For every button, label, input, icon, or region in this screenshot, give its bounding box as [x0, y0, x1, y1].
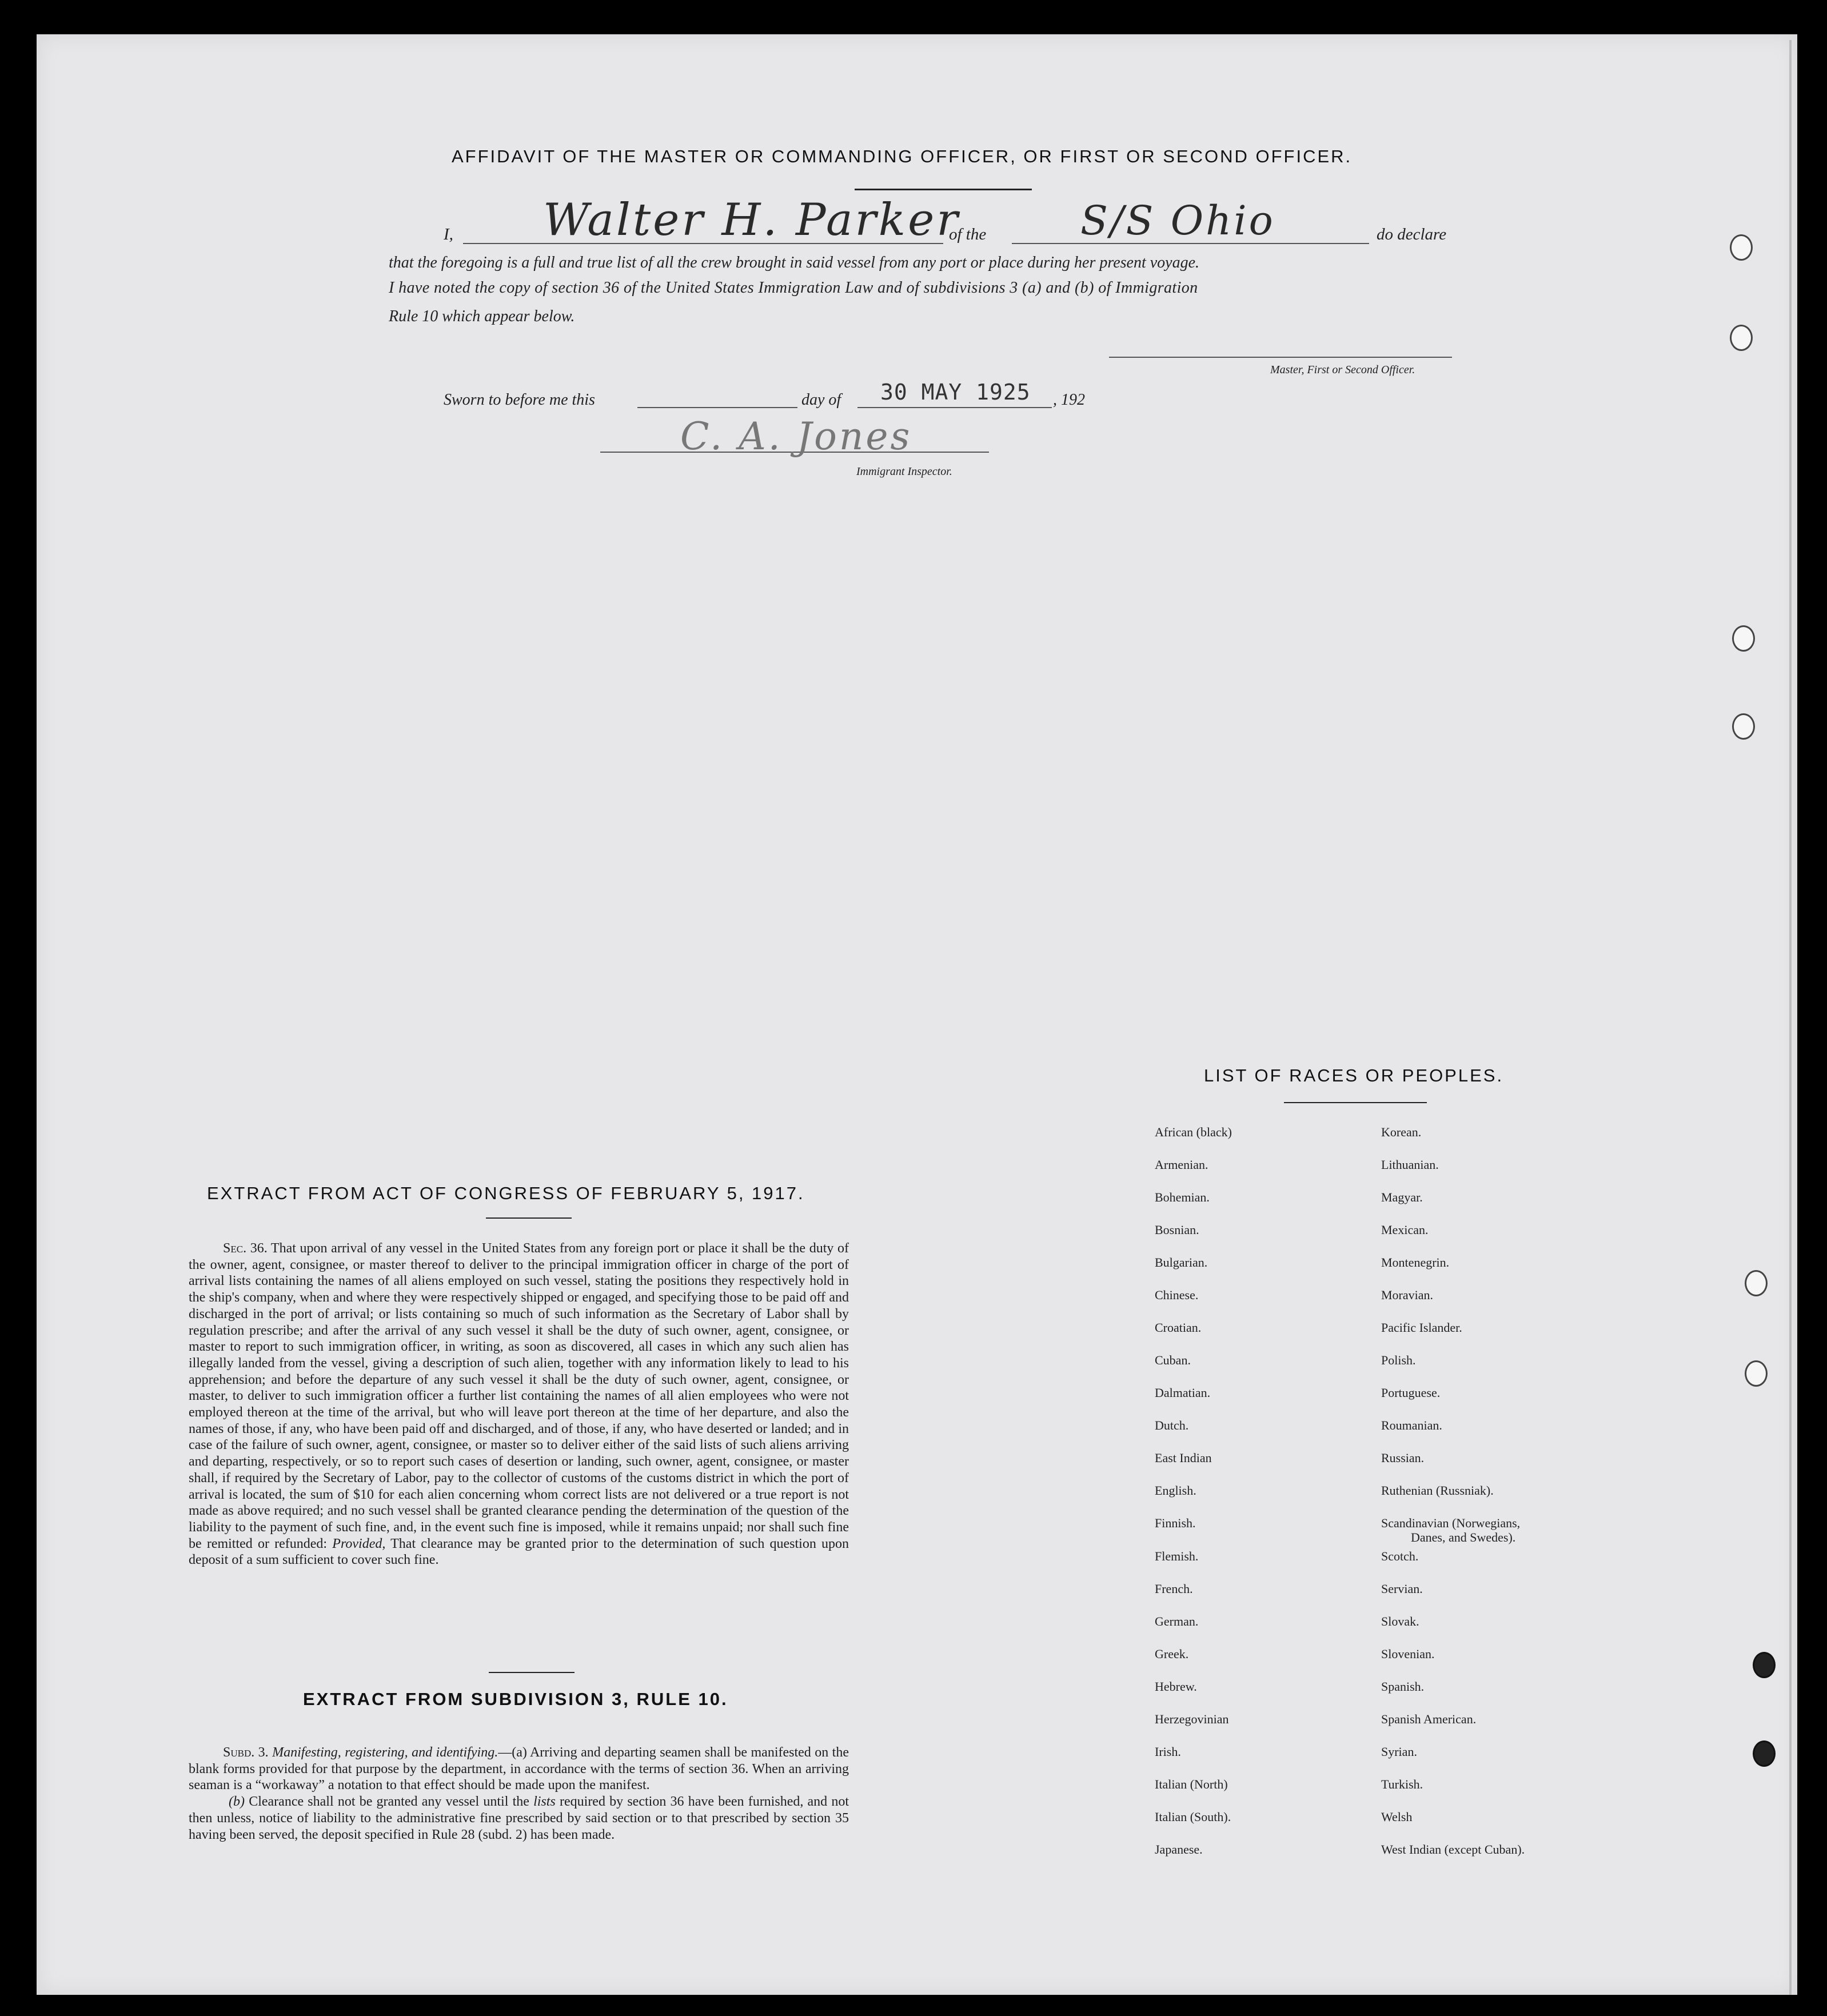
month-blank-line [857, 407, 1052, 408]
sec-36-body: That upon arrival of any vessel in the United States from any foreign port or place it shall be the duty of the owner, agent, consignee, or master thereof to deliver to the principal immigration officer in charge of the port of arrival lists containing the names of all aliens employed on such vessel, stating the positions they respectively hold in the ship's company, when and where they were respectively shipped or engaged, and specifying those to be paid off and discharged in the port of arrival; or lists containing so much of such information as the Secretary of Labor shall by regulation prescribe; and after the arrival of any such vessel it shall be the duty of such owner, agent, consignee, or master to report to such immigration officer, in writing, as soon as discovered, all cases in which any such alien has illegally landed from the vessel, giving a description of such alien, together with any information likely to lead to his apprehension; and before the departure of any such vessel it shall be the duty of such owner, agent, consignee, or master, to deliver to such immigration officer a further list containing the names of all alien employees who were not employed thereon at the time of the arrival, but who will leave port thereon at the time of her departure, and also the names of those, if any, who have been paid off and discharged, and of those, if any, who have deserted or landed; and in case of the failure of such owner, agent, consignee, or master so to deliver either of the said lists of such aliens arriving and departing, respectively, or so to report such cases of desertion or landing, such owner, agent, consignee, or master shall, if required by the Secretary of Labor, pay to the collector of customs of the customs district in which the port of arrival is located, the sum of $10 for each alien concerning whom correct lists are not delivered or a true report is not made as above required; and no such vessel shall be granted clearance pending the determination of the question of the liability to the payment of such fine, and, in the event such fine is imposed, while it remains unpaid; nor shall such fine be remitted or refunded: [189, 1241, 849, 1551]
of-the-label: of the [949, 225, 987, 243]
sworn-label: Sworn to before me this [444, 391, 595, 409]
inspector-signature-handwritten: C. A. Jones [680, 414, 912, 458]
race-item: West Indian (except Cuban). [1381, 1842, 1525, 1857]
punch-hole-icon [1730, 325, 1753, 351]
race-item: Scandinavian (Norwegians, [1381, 1516, 1521, 1530]
day-blank-line [637, 407, 797, 408]
race-item: Scotch. [1381, 1549, 1419, 1563]
race-item: Korean. [1381, 1125, 1422, 1139]
race-item: Pacific Islander. [1381, 1320, 1462, 1335]
race-item: Ruthenian (Russniak). [1381, 1483, 1494, 1498]
race-item: Servian. [1381, 1582, 1423, 1596]
officer-signature-line [1109, 357, 1452, 358]
race-item: Lithuanian. [1381, 1157, 1439, 1172]
races-left-column [1155, 1125, 1343, 1874]
race-item: Cuban. [1155, 1353, 1191, 1367]
rule-section-divider [489, 1672, 575, 1673]
race-item: Syrian. [1381, 1744, 1417, 1759]
race-item: Mexican. [1381, 1223, 1429, 1237]
subd-b-post: required by section 36 have been furnished, and not then unless, notice of liability to the administrative fine prescribed by said section or to that prescribed by section 35 having been served, the deposit specified in Rule 28 (subd. 2) has been made. [189, 1794, 849, 1842]
do-declare-label: do declare [1377, 225, 1447, 243]
punch-hole-icon [1745, 1270, 1768, 1296]
race-item: Welsh [1381, 1810, 1413, 1824]
vessel-name-handwritten: S/S Ohio [1080, 197, 1275, 244]
race-item: Roumanian. [1381, 1418, 1442, 1432]
proviso-label: Provided, [332, 1536, 386, 1551]
race-item: Herzegovinian [1155, 1712, 1229, 1726]
race-item: Russian. [1381, 1451, 1425, 1465]
subd-b-lists: lists [533, 1794, 556, 1810]
date-stamp: 30 MAY 1925 [880, 380, 1031, 405]
year-suffix: , 192 [1053, 391, 1085, 409]
races-title-underline [1284, 1102, 1427, 1103]
punch-hole-icon [1753, 1652, 1776, 1678]
affidavit-line-2: that the foregoing is a full and true list of all the crew brought in said vessel from any port or place during her present voyage. [389, 254, 1200, 272]
race-item: Italian (North) [1155, 1777, 1228, 1791]
race-item: Polish. [1381, 1353, 1416, 1367]
race-item: Bohemian. [1155, 1190, 1210, 1204]
officer-caption: Master, First or Second Officer. [1270, 364, 1415, 376]
proviso-body: That clearance may be granted prior to the determination of such question upon deposit of a sum sufficient to cover such fine. [189, 1536, 849, 1568]
race-item: Finnish. [1155, 1516, 1196, 1530]
race-item: Spanish American. [1381, 1712, 1477, 1726]
race-item: African (black) [1155, 1125, 1232, 1139]
punch-hole-icon [1745, 1360, 1768, 1387]
race-item: Turkish. [1381, 1777, 1423, 1791]
races-right-column [1381, 1125, 1593, 1874]
page-edge [1789, 40, 1792, 1995]
punch-hole-icon [1732, 713, 1755, 740]
rule-extract-title: EXTRACT FROM SUBDIVISION 3, RULE 10. [303, 1689, 728, 1709]
race-item: Armenian. [1155, 1157, 1208, 1172]
race-item: English. [1155, 1483, 1196, 1498]
subdivision-3-text [189, 1744, 849, 1843]
race-item: Slovak. [1381, 1614, 1419, 1628]
race-item: Montenegrin. [1381, 1255, 1450, 1270]
i-label: I, [444, 225, 453, 243]
race-item: Irish. [1155, 1744, 1181, 1759]
race-item: Magyar. [1381, 1190, 1423, 1204]
subd-3-label: Subd. 3. [223, 1745, 269, 1760]
title-underline [855, 189, 1032, 190]
race-item: Dalmatian. [1155, 1386, 1211, 1400]
act-title-underline [486, 1217, 572, 1219]
sec-36-label: Sec. 36. [223, 1241, 268, 1256]
subd-3-heading: Manifesting, registering, and identifying. [272, 1745, 498, 1760]
inspector-caption: Immigrant Inspector. [856, 465, 952, 478]
punch-hole-icon [1732, 625, 1755, 652]
race-item: Japanese. [1155, 1842, 1203, 1857]
race-item: Portuguese. [1381, 1386, 1441, 1400]
affidavit-title: AFFIDAVIT OF THE MASTER OR COMMANDING OFFICER, OR FIRST OR SECOND OFFICER. [452, 146, 1353, 166]
race-item: Chinese. [1155, 1288, 1199, 1302]
affidavit-line-3: I have noted the copy of section 36 of the United States Immigration Law and of subdivisions 3 (a) and (b) of Immigration [389, 279, 1198, 297]
race-item: Hebrew. [1155, 1679, 1197, 1694]
race-item: Croatian. [1155, 1320, 1202, 1335]
act-extract-title: EXTRACT FROM ACT OF CONGRESS OF FEBRUARY 5, 1917. [207, 1183, 805, 1203]
race-item: Flemish. [1155, 1549, 1199, 1563]
race-item: Greek. [1155, 1647, 1189, 1661]
race-item: Spanish. [1381, 1679, 1425, 1694]
race-item: East Indian [1155, 1451, 1212, 1465]
race-item: Bulgarian. [1155, 1255, 1208, 1270]
affidavit-line-4: Rule 10 which appear below. [389, 308, 575, 325]
day-of-label: day of [801, 391, 841, 409]
race-item: French. [1155, 1582, 1193, 1596]
subd-b-label: (b) [229, 1794, 245, 1810]
races-title: LIST OF RACES OR PEOPLES. [1204, 1065, 1504, 1085]
race-item-continuation: Danes, and Swedes). [1411, 1530, 1516, 1544]
section-36-text [189, 1240, 849, 1568]
race-item: Italian (South). [1155, 1810, 1231, 1824]
punch-hole-icon [1753, 1740, 1776, 1767]
master-name-handwritten: Walter H. Parker [543, 194, 960, 246]
race-item: Dutch. [1155, 1418, 1189, 1432]
subd-b-pre: Clearance shall not be granted any vessel until the [249, 1794, 529, 1810]
subd-a-text: —(a) Arriving and departing seamen shall be manifested on the blank forms provided for that purpose by the department, in accordance with the terms of section 36. When an arriving seaman is a “workaway” a notation to that effect should be made upon the manifest. [189, 1745, 849, 1793]
race-item: German. [1155, 1614, 1199, 1628]
race-item: Moravian. [1381, 1288, 1434, 1302]
punch-hole-icon [1730, 234, 1753, 261]
race-item: Bosnian. [1155, 1223, 1199, 1237]
race-item: Slovenian. [1381, 1647, 1435, 1661]
